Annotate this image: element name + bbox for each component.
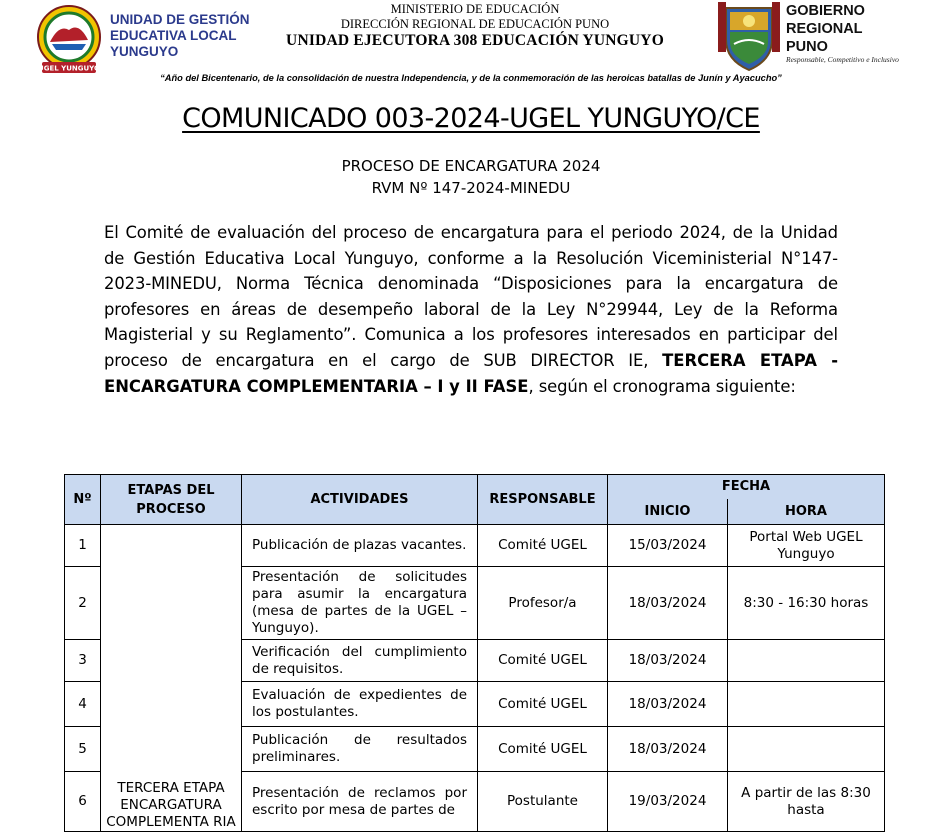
schedule-table [64,474,885,832]
header-etapas: ETAPAS DEL PROCESO [101,475,242,525]
row-inicio: 18/03/2024 [608,567,728,640]
row-inicio: 18/03/2024 [608,727,728,772]
header-fecha: FECHA [608,475,885,499]
row-hora [728,727,885,772]
ugel-logo-label: UGEL YUNGUYO [38,64,100,73]
row-responsable: Comité UGEL [478,525,608,567]
gobierno-regional-name [786,2,865,56]
row-activity: Presentación de solicitudes para asumir la encargatura (mesa de partes de la UGEL – Yunguyo). [242,567,478,640]
body-paragraph [104,220,838,399]
gob-name-line: GOBIERNO [786,3,865,19]
row-num: 2 [65,567,101,640]
subtitle-process: PROCESO DE ENCARGATURA 2024 [341,157,601,175]
row-responsable: Comité UGEL [478,640,608,682]
header-hora: HORA [728,499,885,525]
row-num: 5 [65,727,101,772]
document-title [0,103,942,134]
title-text: COMUNICADO 003-2024-UGEL YUNGUYO/CE [182,103,760,134]
etapa-cell: TERCERA ETAPA ENCARGATURA COMPLEMENTA RIA [101,525,242,832]
gobierno-slogan: Responsable, Competitivo e Inclusivo [786,55,899,64]
row-hora [728,640,885,682]
year-motto: “Año del Bicentenario, de la consolidación de nuestra Independencia, y de la conmemoración de las heroicas batallas de Junín y Ayacucho” [160,73,782,83]
header-actividades: ACTIVIDADES [242,475,478,525]
body-bold: TERCERA ETAPA - ENCARGATURA COMPLEMENTARIA – I y II FASE [104,350,838,396]
regional-direction: DIRECCIÓN REGIONAL DE EDUCACIÓN PUNO [340,17,610,31]
letterhead [0,0,942,92]
row-responsable: Profesor/a [478,567,608,640]
ministry-block [260,2,690,51]
row-hora: 8:30 - 16:30 horas [728,567,885,640]
gobierno-regional-puno-shield-icon [716,0,782,72]
header-responsable: RESPONSABLE [478,475,608,525]
row-activity: Publicación de plazas vacantes. [242,525,478,567]
row-inicio: 19/03/2024 [608,772,728,832]
row-responsable: Comité UGEL [478,682,608,727]
row-num: 1 [65,525,101,567]
executing-unit: UNIDAD EJECUTORA 308 EDUCACIÓN YUNGUYO [286,32,664,49]
ugel-name-line: EDUCATIVA LOCAL [110,28,237,43]
ugel-name [110,12,250,60]
row-activity: Publicación de resultados preliminares. [242,727,478,772]
row-activity: Evaluación de expedientes de los postulantes. [242,682,478,727]
subtitle-rvm: RVM Nº 147-2024-MINEDU [371,179,571,197]
row-responsable: Comité UGEL [478,727,608,772]
row-num: 3 [65,640,101,682]
gob-name-line: REGIONAL [786,21,863,37]
row-hora [728,682,885,727]
row-responsable: Postulante [478,772,608,832]
row-hora: Portal Web UGEL Yunguyo [728,525,885,567]
ugel-name-line: YUNGUYO [110,44,179,59]
row-inicio: 18/03/2024 [608,682,728,727]
header-num: Nº [65,475,101,525]
row-activity: Presentación de reclamos por escrito por mesa de partes de [242,772,478,832]
ugel-yunguyo-logo [34,4,104,74]
ministry-name: MINISTERIO DE EDUCACIÓN [390,2,560,16]
table-row [65,525,885,567]
row-activity: Verificación del cumplimiento de requisitos. [242,640,478,682]
body-end: , según el cronograma siguiente: [528,376,796,396]
ugel-name-line: UNIDAD DE GESTIÓN [110,12,250,27]
header-inicio: INICIO [608,499,728,525]
row-inicio: 15/03/2024 [608,525,728,567]
gob-name-line: PUNO [786,39,828,55]
row-num: 6 [65,772,101,832]
row-inicio: 18/03/2024 [608,640,728,682]
body-intro: El Comité de evaluación del proceso de encargatura para el periodo 2024, de la Unidad de Gestión Educativa Local Yunguyo, conforme a la Resolución Viceministerial N°147- 2023-MINEDU, Norma Técnica denominada “Disposiciones para la encargatura de profesores en áreas de desempeño laboral de la Ley N°29944, Ley de la Reforma Magisterial y su Reglamento”. Comunica a los profesores interesados en participar del proceso de encargatura en el cargo de SUB DIRECTOR IE, [104,223,838,370]
row-hora: A partir de las 8:30 hasta [728,772,885,832]
row-num: 4 [65,682,101,727]
